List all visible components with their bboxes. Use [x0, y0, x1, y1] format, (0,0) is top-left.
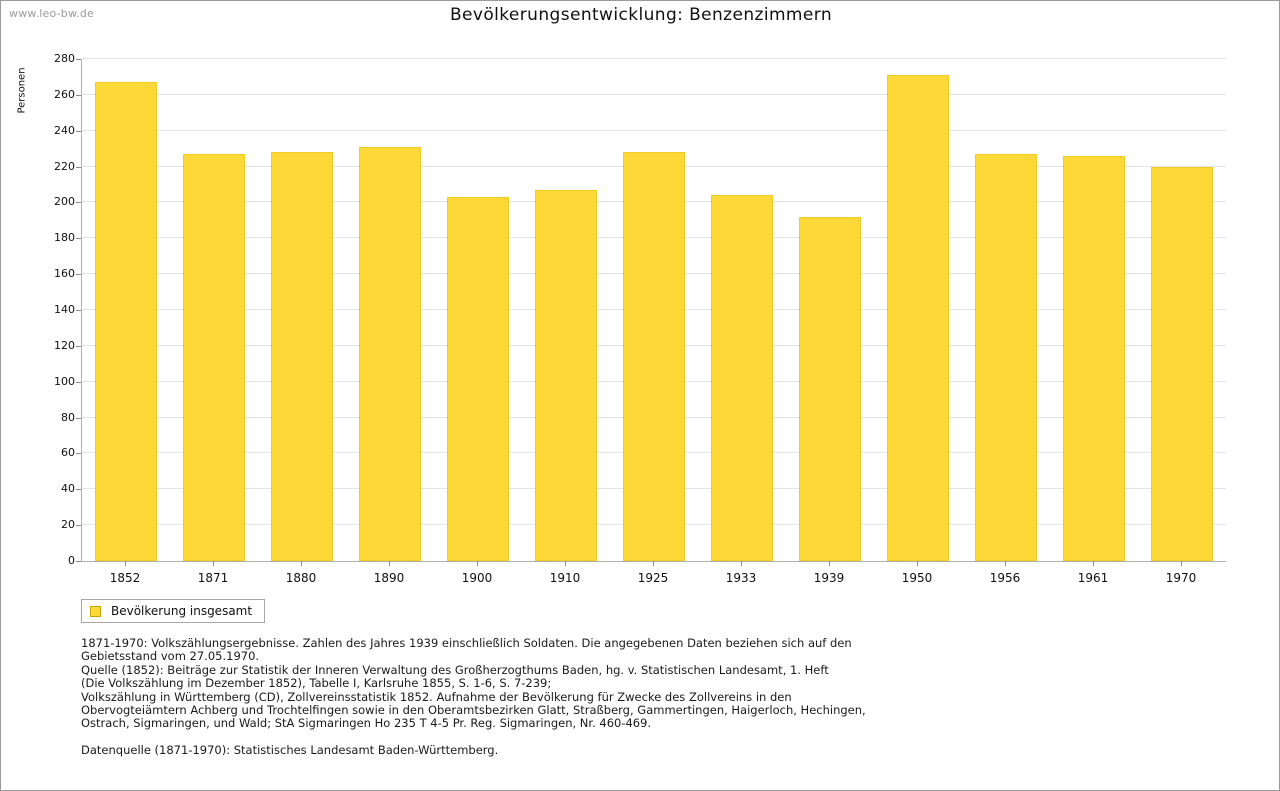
plot-area — [81, 59, 1226, 562]
y-axis-tick-label: 60 — [61, 446, 75, 460]
x-axis-tick-mark — [1181, 561, 1182, 566]
x-axis-tick-mark — [477, 561, 478, 566]
y-axis-tick-mark — [76, 310, 81, 311]
bar[interactable] — [1151, 167, 1213, 561]
x-axis-tick-mark — [829, 561, 830, 566]
page-title: Bevölkerungsentwicklung: Benzenzimmern — [449, 5, 833, 25]
x-axis-tick-label: 1925 — [637, 571, 669, 585]
x-axis-tick-label: 1852 — [109, 571, 141, 585]
y-axis-label: Personen — [16, 67, 28, 114]
bar[interactable] — [95, 82, 157, 561]
y-axis-tick-label: 120 — [54, 338, 75, 352]
x-axis-tick-label: 1890 — [373, 571, 405, 585]
bar[interactable] — [887, 75, 949, 561]
x-axis-tick-mark — [917, 561, 918, 566]
legend-label: Bevölkerung insgesamt — [111, 604, 253, 618]
y-axis-tick-mark — [76, 382, 81, 383]
y-axis-tick-label: 40 — [61, 482, 75, 496]
y-axis-tick-label: 100 — [54, 374, 75, 388]
gridline — [82, 130, 1226, 131]
bar[interactable] — [975, 154, 1037, 561]
y-axis-tick-label: 0 — [68, 554, 75, 567]
y-axis-tick-mark — [76, 453, 81, 454]
x-axis-tick-mark — [741, 561, 742, 566]
x-axis-tick-label: 1961 — [1077, 571, 1109, 585]
y-axis-tick-label: 160 — [54, 267, 75, 281]
note-line: Quelle (1852): Beiträge zur Statistik der Inneren Verwaltung des Großherzogthums Baden, hg. v. Statistischen Landesamt, 1. Heft — [81, 662, 829, 677]
y-axis-tick-label: 200 — [54, 195, 75, 209]
note-line: Ostrach, Sigmaringen, und Wald; StA Sigmaringen Ho 235 T 4-5 Pr. Reg. Sigmaringen, Nr. 460-469. — [81, 716, 652, 731]
x-axis-tick-label: 1956 — [989, 571, 1021, 585]
y-axis-tick-label: 20 — [61, 518, 75, 532]
y-axis-tick-label: 180 — [54, 231, 75, 245]
bar[interactable] — [359, 147, 421, 561]
y-axis-tick-mark — [76, 274, 81, 275]
bar[interactable] — [535, 190, 597, 561]
y-axis-tick-label: 280 — [54, 52, 75, 65]
x-axis-tick-mark — [653, 561, 654, 566]
note-line: Obervogteiämtern Achberg und Trochtelfingen sowie in den Oberamtsbezirken Glatt, Straßberg, Gammertingen, Haigerloch, Hechingen, — [81, 703, 866, 718]
x-axis-tick-label: 1880 — [285, 571, 317, 585]
bar[interactable] — [447, 197, 509, 561]
y-axis-tick-mark — [76, 346, 81, 347]
x-axis-tick-label: 1900 — [461, 571, 493, 585]
x-axis-tick-mark — [301, 561, 302, 566]
footnotes — [81, 637, 1211, 757]
bar[interactable] — [711, 195, 773, 561]
note-line: Gebietsstand vom 27.05.1970. — [81, 649, 260, 664]
note-line: Volkszählung in Württemberg (CD), Zollvereinsstatistik 1852. Aufnahme der Bevölkerung für Zwecke des Zollvereins in den — [81, 689, 792, 704]
y-axis-tick-mark — [76, 561, 81, 562]
x-axis-tick-mark — [565, 561, 566, 566]
x-axis-tick-label: 1910 — [549, 571, 581, 585]
bar[interactable] — [271, 152, 333, 561]
y-axis-tick-mark — [76, 167, 81, 168]
y-axis-tick-mark — [76, 238, 81, 239]
gridline — [82, 58, 1226, 59]
x-axis-tick-label: 1933 — [725, 571, 757, 585]
watermark: www.leo-bw.de — [9, 7, 95, 20]
y-axis-tick-label: 260 — [54, 87, 75, 101]
x-axis-tick-mark — [125, 561, 126, 566]
bar[interactable] — [183, 154, 245, 561]
y-axis-tick-mark — [76, 525, 81, 526]
note-line: (Die Volkszählung im Dezember 1852), Tabelle I, Karlsruhe 1855, S. 1-6, S. 7-239; — [81, 676, 552, 691]
x-axis-tick-mark — [1093, 561, 1094, 566]
gridline — [82, 94, 1226, 95]
y-axis-tick-mark — [76, 418, 81, 419]
y-axis-tick-label: 80 — [61, 410, 75, 424]
x-axis-tick-mark — [389, 561, 390, 566]
note-spacer — [81, 731, 1211, 744]
source-note: Datenquelle (1871-1970): Statistisches Landesamt Baden-Württemberg. — [81, 742, 499, 757]
y-axis-tick-mark — [76, 489, 81, 490]
y-axis-tick-label: 140 — [54, 303, 75, 316]
bar[interactable] — [1063, 156, 1125, 561]
note-line: 1871-1970: Volkszählungsergebnisse. Zahlen des Jahres 1939 einschließlich Soldaten. Die angegebenen Daten beziehen sich auf den — [81, 636, 852, 650]
x-axis-tick-label: 1950 — [901, 571, 933, 585]
y-axis-tick-mark — [76, 131, 81, 132]
bar[interactable] — [623, 152, 685, 561]
y-axis-tick-label: 240 — [54, 123, 75, 137]
chart-legend[interactable] — [81, 599, 265, 623]
legend-swatch-icon — [90, 606, 101, 617]
y-axis-tick-mark — [76, 95, 81, 96]
y-axis-tick-mark — [76, 202, 81, 203]
x-axis-tick-label: 1939 — [813, 571, 845, 585]
x-axis-tick-label: 1970 — [1165, 571, 1197, 585]
y-axis-tick-label: 220 — [54, 159, 75, 173]
bar[interactable] — [799, 217, 861, 561]
x-axis-tick-label: 1871 — [197, 571, 229, 585]
x-axis-tick-mark — [213, 561, 214, 566]
x-axis-tick-mark — [1005, 561, 1006, 566]
y-axis-tick-mark — [76, 59, 81, 60]
